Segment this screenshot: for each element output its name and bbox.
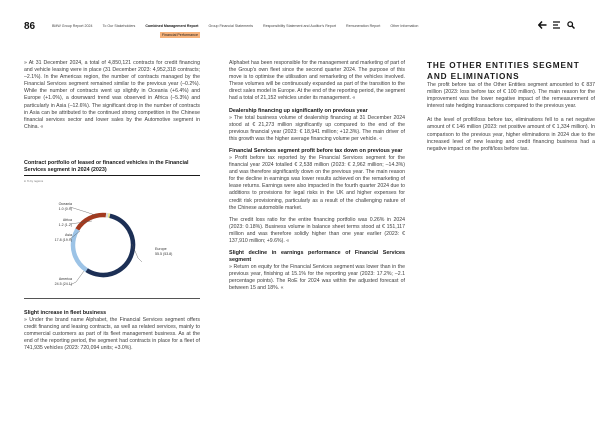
label-europe: Europe 55.5 (53.8) — [155, 247, 173, 256]
profit-heading: Financial Services segment profit before tax down on previous year — [229, 147, 403, 154]
nav-combined-management-report[interactable]: Combined Management Report — [145, 24, 199, 28]
roe-paragraph: » Return on equity for the Financial Services segment was lower than in the previous year, finishing at 15.1% for the reporting year (2023: 17.2%; –2.1 percentage points). The RoE for 2024 was within the adjusted forecast of between 15 and 18%. « — [229, 264, 405, 292]
subnav-financial-performance[interactable]: Financial Performance — [162, 33, 198, 37]
other-entities-paragraph: The profit before tax of the Other Entities segment amounted to € 837 million (2023: loss before tax of € 100 million). The main reason for the improvement was the lower negative impact of the remeasurement of interest rate hedging transactions compared to the previous year. — [427, 82, 595, 110]
credit-loss-paragraph: The credit loss ratio for the entire financing portfolio was 0.26% in 2024 (2023: 0.18%). Business volume in balance sheet terms stood at € 151,117 million and was therefore solidly higher than one year earlier (2023: € 137,910 million; +9.6%). « — [229, 216, 405, 244]
menu-icon[interactable] — [553, 21, 561, 29]
alphabet-paragraph: Alphabet has been responsible for the management and marketing of part of the Group's own fleet since the second quarter 2024. The purpose of this move is to optimise the utilisation and remarketing of the vehicles involved. These volumes will be continuously expanded as part of the transition to the direct sales model in Europe. At the end of the reporting period, the segment had a total of 21,152 vehicles under its management. « — [229, 60, 405, 102]
label-asia: Asia 17.8 (19.9) — [54, 233, 72, 242]
column-3 — [427, 82, 595, 153]
nav-responsibility-statement[interactable]: Responsibility Statement and Auditor's Report — [263, 24, 336, 28]
chart-block — [24, 160, 200, 183]
label-africa: Africa 1.2 (1.2) — [58, 218, 72, 227]
nav-bmw-group-report[interactable]: BMW Group Report 2024 — [52, 24, 93, 28]
label-oceania: Oceania 1.0 (0.9) — [58, 202, 72, 211]
donut-ring — [67, 209, 139, 281]
section-title: THE OTHER ENTITIES SEGMENT AND ELIMINATIONS — [427, 61, 580, 81]
nav-other-information[interactable]: Other Information — [390, 24, 419, 28]
nav-icons — [538, 21, 575, 29]
page-number: 86 — [24, 21, 36, 32]
column-1-bottom — [24, 305, 200, 352]
dealership-paragraph: » The total business volume of dealership financing at 31 December 2024 stood at € 21,273 million significantly up compared to the end of the previous financial year (2023: € 18,941 million; +12.3%). The main driver of this growth was the higher average financing volume per vehicle. « — [229, 114, 405, 142]
fleet-heading: Slight increase in fleet business — [24, 310, 107, 316]
fleet-paragraph: » Under the brand name Alphabet, the Financial Services segment offers credit financing and leasing contracts, as well as related services, mainly to commercial customers as part of its fleet management business. As at the end of the reporting period, the segment had contracts in place for a fleet of 741,935 vehicles (2023: 720,094 units; +3.0%). — [24, 317, 200, 352]
chart-subtitle: in % by regions — [24, 179, 44, 183]
nav-to-our-stakeholders[interactable]: To Our Stakeholders — [102, 24, 136, 28]
column-1 — [24, 60, 200, 131]
nav-group-financial-statements[interactable]: Group Financial Statements — [208, 24, 253, 28]
contracts-paragraph: » At 31 December 2024, a total of 4,850,121 contracts for credit financing and vehicle leasing were in place (31 December 2023: 4,952,318 contracts; –2.1%). In the Americas region, the number of contracts managed by the Financial Services segment remained similar to the previous year (–0.2%). While the number of contracts went up slightly in Oceania (+6.4%) and Europe (+1.0%), a downward trend was observed in Africa (–5.3%) and particularly in Asia (–12.6%). The significant drop in the number of contracts in Asia can be attributed to the continued strong competition in the Chinese financial services sector and lower sales by the Automotive segment in China. « — [24, 60, 200, 130]
earnings-heading: Slight decline in earnings performance of Financial Services segment — [229, 250, 405, 264]
chart-title: Contract portfolio of leased or financed vehicles in the Financial Services segment in 2024 (2023) — [24, 160, 200, 176]
label-america: America 24.5 (24.1) — [54, 277, 72, 286]
nav-remuneration-report[interactable]: Remuneration Report — [346, 24, 381, 28]
chart-bottom-rule — [24, 298, 200, 299]
profit-paragraph: » Profit before tax reported by the Financial Services segment for the financial year 2024 totalled € 2,538 million (2023: € 2,962 million; –14.3%) and was therefore significantly down on the previous year. The main reason for the decline in earnings was lower results achieved on the remarketing of lease returns. Earnings were also impacted in the fourth quarter 2024 due to additions to provisions for legal risks in the UK and higher expenses for credit risk provisioning, particularly as a result of the challenging nature of the Chinese automobile market. — [229, 154, 405, 211]
eliminations-paragraph: At the level of profit/loss before tax, eliminations fell to a net negative amount of € 146 million (2023: net positive amount of € 1,334 million). In comparison to the previous year, higher eliminations in 2024 due to the increased level of new leasing and credit financing business had a negative impact on the profit/loss before tax. — [427, 117, 595, 152]
top-navigation — [52, 24, 418, 28]
back-arrow-icon[interactable] — [538, 21, 547, 29]
column-2 — [229, 60, 405, 292]
dealership-heading: Dealership financing up significantly on previous year — [229, 107, 368, 114]
search-icon[interactable] — [567, 21, 575, 29]
